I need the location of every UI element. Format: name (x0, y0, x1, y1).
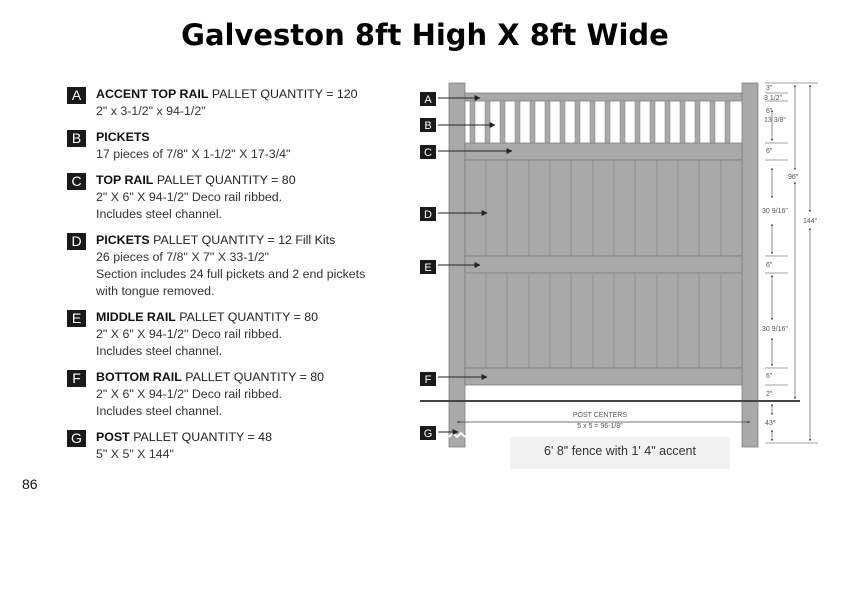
right-post (742, 83, 758, 447)
part-spec: Includes steel channel. (96, 207, 223, 221)
part-spec: 26 pieces of 7/8" X 7" X 33-1/2" (96, 250, 270, 264)
callout-letter: D (424, 209, 432, 221)
part-spec: Includes steel channel. (96, 404, 223, 418)
part-qty: PALLET QUANTITY = 80 (179, 310, 319, 324)
part-qty: PALLET QUANTITY = 120 (211, 87, 358, 101)
middle-rail (465, 256, 742, 273)
dim-total-post: 144" (803, 218, 818, 225)
callout-letter: A (424, 94, 432, 106)
accent-pickets (470, 101, 730, 143)
part-spec: Section includes 24 full pickets and 2 end pickets (96, 267, 366, 281)
part-qty: PALLET QUANTITY = 12 Fill Kits (153, 233, 336, 247)
part-letter-badge: B (67, 130, 86, 147)
post-centers-value: 5 x 5 = 96-1/8" (577, 423, 623, 430)
fence-caption: 6' 8" fence with 1' 4" accent (544, 444, 696, 458)
lower-privacy-panel (465, 273, 742, 368)
part-letter-badge: D (67, 233, 86, 250)
dim-label: 6" (766, 148, 773, 155)
part-letter-badge: A (67, 87, 86, 104)
callout-letter: E (424, 262, 432, 274)
part-spec: with tongue removed. (96, 284, 215, 298)
dim-total-above: 96" (788, 174, 799, 181)
part-spec: Includes steel channel. (96, 344, 223, 358)
part-letter-badge: G (67, 430, 86, 447)
part-spec: 2" X 6" X 94-1/2" Deco rail ribbed. (96, 387, 283, 401)
part-spec: 2" X 6" X 94-1/2" Deco rail ribbed. (96, 327, 283, 341)
part-name: TOP RAIL (96, 173, 154, 187)
part-name: POST (96, 430, 130, 444)
part-qty: PALLET QUANTITY = 80 (185, 370, 325, 384)
page-title: Galveston 8ft High X 8ft Wide (181, 18, 669, 52)
dim-label: 30 9/16" (762, 326, 788, 333)
part-spec: 2" x 3-1/2" x 94-1/2" (96, 104, 206, 118)
part-name: PICKETS (96, 130, 150, 144)
part-qty: PALLET QUANTITY = 48 (133, 430, 272, 444)
part-name: PICKETS (96, 233, 150, 247)
part-name: BOTTOM RAIL (96, 370, 182, 384)
part-spec: 2" X 6" X 94-1/2" Deco rail ribbed. (96, 190, 283, 204)
accent-top-rail (465, 93, 742, 101)
dim-label: 43" (765, 420, 776, 427)
dim-label: 3" (766, 85, 773, 92)
part-letter-badge: C (67, 173, 86, 190)
callout-letter: F (424, 374, 432, 386)
dim-label: 2" (766, 391, 773, 398)
part-name: ACCENT TOP RAIL (96, 87, 209, 101)
callout-letter: B (424, 120, 432, 132)
dim-label: 6" (766, 373, 773, 380)
dim-label: 13 3/8" (764, 117, 786, 124)
part-qty: PALLET QUANTITY = 80 (156, 173, 296, 187)
dim-label: 3 1/2" (764, 95, 783, 102)
upper-privacy-panel (465, 160, 742, 256)
dimension-chain (765, 83, 818, 443)
page-number: 86 (22, 476, 38, 492)
dim-label: 6" (766, 108, 773, 115)
dim-label: 30 9/16" (762, 208, 788, 215)
part-letter-badge: F (67, 370, 86, 387)
callout-letter: C (424, 147, 432, 159)
part-letter-badge: E (67, 310, 86, 327)
post-centers-label: POST CENTERS (572, 412, 628, 419)
part-spec: 17 pieces of 7/8" X 1-1/2" X 17-3/4" (96, 147, 291, 161)
dim-label: 6" (766, 262, 773, 269)
part-spec: 5" X 5" X 144" (96, 447, 174, 461)
callout-letter: G (423, 428, 433, 440)
part-name: MIDDLE RAIL (96, 310, 176, 324)
bottom-rail (465, 368, 742, 385)
